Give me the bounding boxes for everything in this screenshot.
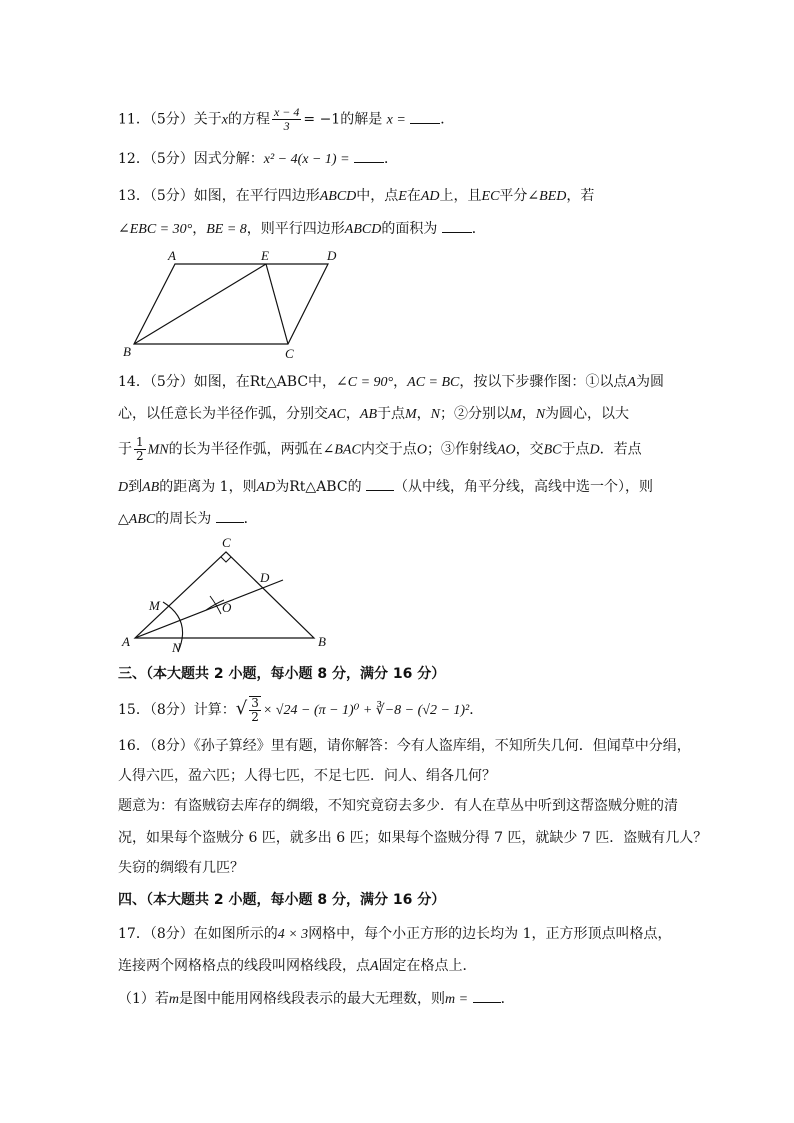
- question-12: [118, 148, 398, 170]
- label-a: A: [168, 248, 176, 263]
- q14-text: 心，以任意长为半径作弧，分别交: [118, 406, 328, 422]
- parallelogram-abcd: [134, 264, 328, 344]
- q13-text-e: 平分: [499, 188, 528, 204]
- q17-text: 固定在格点上．: [378, 958, 477, 974]
- q13-text-c: 在: [406, 188, 421, 204]
- q14-frac-den: 2: [136, 449, 144, 463]
- q13-text-g: ，则平行四边形: [246, 221, 345, 237]
- q14-var: AO: [496, 442, 516, 458]
- q17-end: ．: [500, 991, 515, 1007]
- label-c: C: [285, 346, 294, 361]
- label-m: M: [149, 598, 160, 613]
- right-angle-mark: [221, 557, 231, 562]
- label-d: D: [260, 570, 270, 585]
- q13-answer-blank[interactable]: [442, 218, 472, 233]
- q12-end: ．: [383, 151, 398, 167]
- section-4-heading: 四、（本大题共 2 小题，每小题 8 分，满分 16 分）: [118, 892, 446, 908]
- q14-var: AB: [142, 480, 160, 495]
- question-13-line1: [118, 186, 594, 207]
- q14-text: （从中线，角平分线，高线中选一个），则: [394, 479, 654, 495]
- q14-text: 内交于点: [360, 441, 417, 458]
- q11-frac-den: 3: [283, 119, 290, 133]
- q14-var: MN: [147, 442, 169, 458]
- question-14-line5: [118, 508, 258, 530]
- segment-ec: [266, 264, 288, 344]
- question-16-line4: 况，如果每个盗贼分 6 匹，就多出 6 匹；如果每个盗贼分得 7 匹，就缺少 7 匹．盗贼有几人？: [118, 830, 708, 846]
- q17-text: 17．（8分）在如图所示的: [118, 926, 278, 942]
- q14-var: M: [510, 407, 522, 422]
- label-d: D: [327, 248, 337, 263]
- question-14-line2: [118, 404, 629, 425]
- q14-text: 为Rt△ABC的: [275, 479, 362, 495]
- question-14-line1: [118, 372, 664, 393]
- label-a: A: [122, 634, 130, 649]
- label-o: O: [222, 600, 232, 615]
- q14-text: 14．（5分）如图，在Rt△ABC中，: [118, 374, 337, 390]
- q17-text: 连接两个网格格点的线段叫网格线段，点: [118, 958, 370, 974]
- q17-grid-size: 4 × 3: [277, 927, 309, 942]
- question-15: [118, 696, 483, 724]
- q11-fraction: [272, 106, 301, 133]
- q13-ec: EC: [481, 189, 500, 204]
- question-17-line3: [118, 988, 515, 1010]
- figure-14-triangle: [118, 534, 338, 656]
- q17-answer-blank[interactable]: [473, 988, 501, 1003]
- q13-text-b: 中，点: [356, 188, 399, 204]
- label-b: B: [123, 344, 131, 359]
- q13-angle-bed: ∠BED: [527, 189, 567, 204]
- q13-ad: AD: [420, 189, 440, 204]
- q14-var: N: [430, 407, 441, 422]
- q15-frac-den: 2: [251, 710, 259, 724]
- question-17-line1: [118, 924, 672, 945]
- triangle-abc: [135, 552, 314, 638]
- q14-var: O: [416, 442, 427, 458]
- q13-text-d: 上，且: [439, 188, 482, 204]
- question-17-line2: [118, 956, 477, 977]
- q14-text: ，按以下步骤作图：①以点: [459, 374, 628, 390]
- q14-var: D: [118, 480, 129, 495]
- q14-var: M: [405, 407, 417, 422]
- q13-end: ．: [471, 221, 486, 237]
- q13-text-h: 的面积为: [381, 221, 438, 237]
- q14-text: 为圆心，以大: [545, 406, 630, 422]
- label-n: N: [172, 640, 181, 655]
- q15-fraction: [249, 696, 261, 724]
- q14-var: ∠BAC: [322, 442, 361, 458]
- figure-13-parallelogram: [118, 246, 348, 364]
- q13-comma: ，: [192, 221, 207, 237]
- q14-var: BC: [543, 442, 562, 458]
- label-e: E: [261, 248, 269, 263]
- q13-angle-ebc: ∠EBC = 30°: [118, 222, 193, 237]
- q14-text: ．若点: [599, 441, 642, 458]
- label-c: C: [222, 535, 231, 550]
- q14-var: AC: [328, 407, 346, 422]
- q14-text: 于点: [561, 441, 590, 458]
- q11-answer-var: x =: [386, 112, 406, 128]
- q15-expression: × √24 − (π − 1)⁰ + ∛−8 − (√2 − 1)²: [262, 703, 470, 718]
- q13-text-f: ，若: [566, 188, 595, 204]
- q17-text: （1）若: [118, 991, 169, 1007]
- q14-half-fraction: [134, 436, 146, 463]
- q14-text: ；③作射线: [426, 441, 497, 458]
- q14-frac-num: 1: [136, 435, 144, 449]
- q14-var: △ABC: [118, 512, 156, 527]
- q11-post: = −1的解是: [303, 111, 383, 128]
- q14-angle-c: ∠C = 90°: [336, 375, 394, 390]
- question-13-line2: [118, 218, 486, 240]
- q11-end: ．: [440, 111, 455, 128]
- q13-be: BE = 8: [206, 222, 247, 237]
- q11-answer-blank[interactable]: [410, 109, 440, 124]
- q14-text: 到: [128, 479, 143, 495]
- q14-text: ，交: [515, 441, 544, 458]
- q14-text: ，: [345, 406, 360, 422]
- segment-be: [134, 264, 266, 344]
- question-16-line1: 16．（8分）《孙子算经》里有题，请你解答：今有人盗库绢，不知所失几何．但闻草中分绢，: [118, 738, 691, 754]
- question-14-line3: [118, 436, 642, 464]
- q11-prefix: 11．（5分）关于: [118, 111, 222, 128]
- q13-abcd-2: ABCD: [344, 222, 382, 237]
- q15-end: ．: [469, 702, 484, 718]
- q15-prefix: 15．（8分）计算：: [118, 702, 236, 718]
- q14-text: ，: [416, 406, 431, 422]
- q13-abcd: ABCD: [319, 189, 357, 204]
- q12-prefix: 12．（5分）因式分解：: [118, 151, 264, 167]
- q12-expression: x² − 4(x − 1) =: [263, 152, 350, 167]
- q17-var: m: [168, 992, 180, 1007]
- q14-text: 的周长为: [155, 511, 212, 527]
- sqrt-sign: √: [235, 698, 248, 719]
- q14-text: 的距离为 1，则: [159, 479, 257, 495]
- q14-var: AB: [359, 407, 377, 422]
- q17-text: 是图中能用网格线段表示的最大无理数，则: [179, 991, 446, 1007]
- q14-answer-blank-1[interactable]: [366, 476, 394, 491]
- q11-frac-num: x − 4: [273, 105, 300, 119]
- q14-comma: ，: [393, 374, 408, 390]
- q14-text: 的长为半径作弧，两弧在: [168, 441, 323, 458]
- q14-var: A: [627, 375, 636, 390]
- q17-text: 网格中，每个小正方形的边长均为 1，正方形顶点叫格点，: [308, 926, 672, 942]
- question-11: [118, 106, 454, 133]
- q14-text: 于点: [377, 406, 405, 422]
- label-b: B: [318, 634, 326, 649]
- q12-answer-blank[interactable]: [354, 148, 384, 163]
- question-16-line2: 人得六匹，盈六匹；人得七匹，不足七匹．问人、绢各几何？: [118, 768, 496, 784]
- question-14-line4: [118, 476, 653, 498]
- q13-text-a: 13．（5分）如图，在平行四边形: [118, 188, 320, 204]
- q14-var: N: [535, 407, 546, 422]
- q14-ac-bc: AC = BC: [407, 375, 460, 390]
- q11-var: x: [221, 112, 228, 128]
- q14-text: 于: [118, 441, 132, 458]
- q14-text: ；②分别以: [440, 406, 511, 422]
- q14-end: ．: [243, 511, 258, 527]
- q14-answer-blank-2[interactable]: [216, 508, 244, 523]
- question-16-line5: 失窃的绸缎有几匹？: [118, 860, 244, 876]
- q17-var: A: [370, 959, 379, 974]
- q14-text: 为圆: [635, 374, 664, 390]
- q13-point-e: E: [398, 189, 407, 204]
- q11-mid: 的方程: [227, 111, 270, 128]
- q14-var: D: [589, 442, 600, 458]
- q15-frac-num: 3: [251, 696, 259, 710]
- section-3-heading: 三、（本大题共 2 小题，每小题 8 分，满分 16 分）: [118, 666, 446, 682]
- q14-var: AD: [256, 480, 276, 495]
- question-16-line3: 题意为：有盗贼窃去库存的绸缎，不知究竟窃去多少．有人在草丛中听到这帮盗贼分赃的清: [118, 798, 678, 814]
- q17-var: m =: [445, 992, 469, 1007]
- q14-text: ，: [521, 406, 536, 422]
